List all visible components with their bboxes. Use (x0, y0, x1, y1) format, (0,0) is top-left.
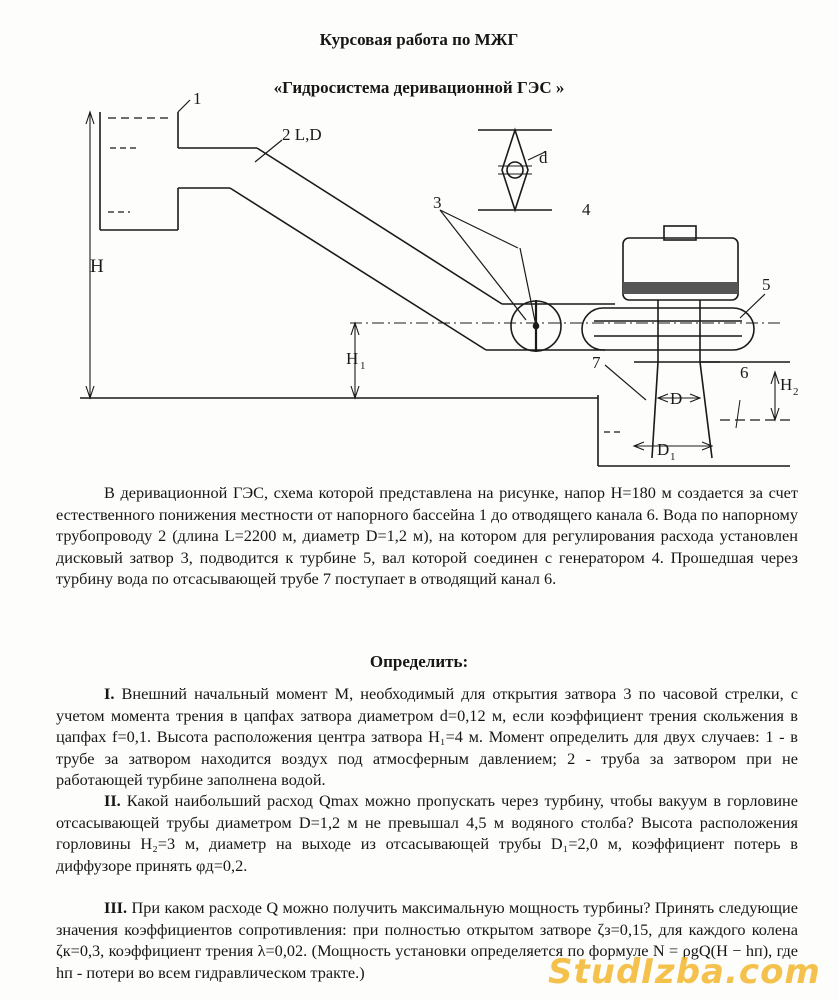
label-4: 4 (582, 200, 591, 219)
dim-D1 (634, 442, 712, 450)
disc-gate (440, 210, 561, 352)
gate-detail (478, 130, 552, 210)
label-H1-sub: 1 (360, 360, 366, 372)
label-D1-sub: 1 (670, 451, 676, 463)
question-3-number: III. (104, 898, 128, 917)
label-2: 2 L,D (282, 125, 322, 144)
question-2-number: II. (104, 791, 121, 810)
generator (623, 226, 738, 362)
label-D1: D (657, 440, 670, 459)
label-1: 1 (193, 89, 202, 108)
label-H1: H (346, 349, 359, 368)
label-6: 6 (740, 363, 749, 382)
question-1-text: Внешний начальный момент M, необходимый для открытия затвора 3 по часовой стрелки, с учетом момента трения в цапфах затвора диаметром d=0,12 м, если коэффициент трения скольжения в цапфах f=0,1. Высота расположения центра затвора H₁=4 м. Момент определить для двух случаев: 1 - в трубе за затвором находится воздух под атмосферным давлением; 2 - труба за затвором при не работающей турбине заполнена водой. (56, 684, 798, 789)
label-d: d (539, 148, 548, 167)
label-5: 5 (762, 275, 771, 294)
watermark: StudIzba.com (548, 952, 821, 992)
label-H2: H (780, 375, 793, 394)
question-2-text: Какой наибольший расход Qmax можно пропускать через турбину, чтобы вакуум в горловине отсасывающей трубы диаметром D=1,2 м не превышал 4,5 м водяного столба? Высота расположения горловины H₂=3 м, диаметр на выходе из отсасывающей трубы D₁=2,0 м, коэффициент потерь в диффузоре принять φд=0,2. (56, 791, 798, 875)
dim-H (86, 112, 94, 398)
dim-H2 (771, 372, 779, 420)
question-3-text: При каком расходе Q можно получить максимальную мощность турбины? Принять следующие значения коэффициентов сопротивления: при полностью открытом затворе ζз=0,15, для каждого колена ζк=0,3, коэффициент трения λ=0,02. (Мощность установки определяется по формуле N = ρgQ(H − hп), где hп - потери во всем гидравлическом тракте.) (56, 898, 799, 982)
label-D: D (670, 389, 683, 408)
document-title: Курсовая работа по МЖГ (319, 30, 519, 49)
document-subtitle: «Гидросистема деривационной ГЭС » (273, 78, 565, 97)
question-2 (56, 790, 798, 876)
turbine (582, 294, 765, 350)
pressure-basin (100, 100, 257, 230)
label-3: 3 (433, 193, 442, 212)
label-H: H (90, 256, 104, 277)
label-H2-sub: 2 (793, 386, 799, 398)
question-1 (56, 683, 798, 791)
intro-paragraph: В деривационной ГЭС, схема которой представлена на рисунке, напор H=180 м создается за счет естественного понижения местности от напорного бассейна 1 до отводящего канала 6. Вода по напорному трубопроводу 2 (длина L=2200 м, диаметр D=1,2 м), на котором для регулирования расхода установлен дисковый затвор 3, подводится к турбине 5, вал которой соединен с генератором 4. Прошедшая через турбину вода по отсасывающей трубе 7 поступает в отводящий канал 6. (56, 483, 798, 588)
label-7: 7 (592, 353, 601, 372)
tailrace-channel (598, 362, 793, 466)
determine-heading: Определить: (369, 652, 469, 671)
question-1-number: I. (104, 684, 115, 703)
penstock-pipe (230, 140, 615, 350)
hydro-system-diagram (0, 0, 838, 480)
